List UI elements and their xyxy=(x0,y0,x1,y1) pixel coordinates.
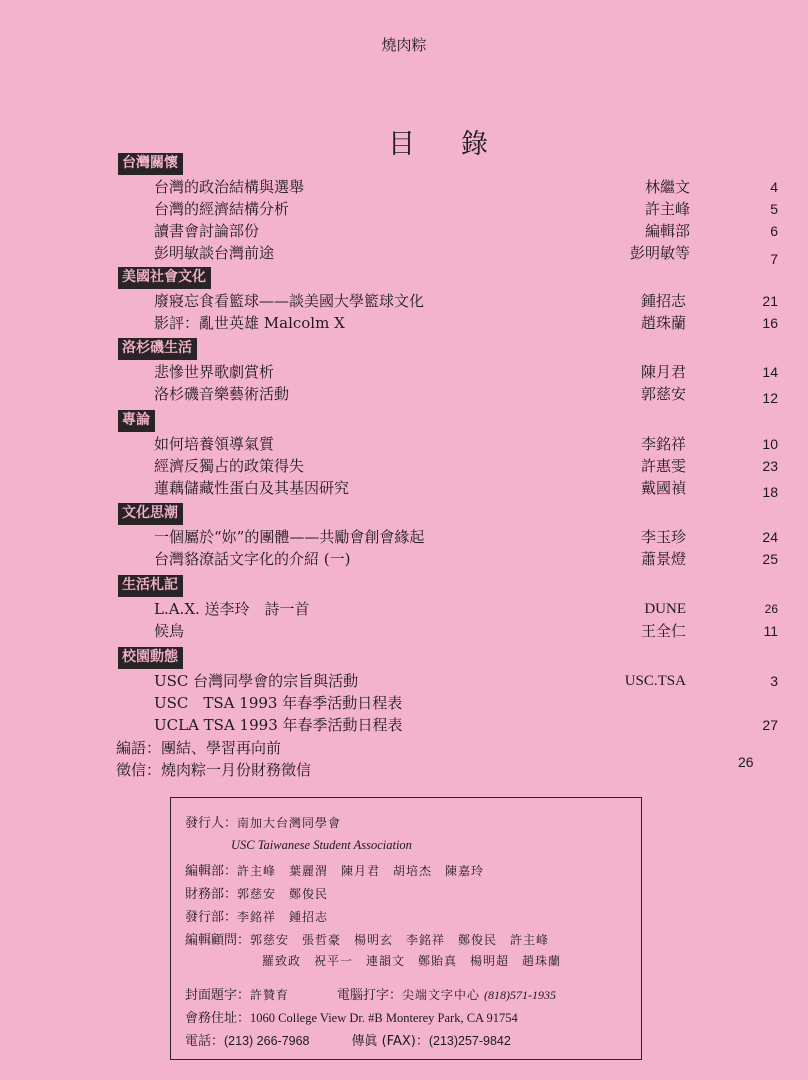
colophon-box xyxy=(170,797,642,1060)
section-heading: 洛杉磯生活 xyxy=(118,338,197,360)
entry-page: 21 xyxy=(762,293,778,309)
publisher-en-row xyxy=(231,837,412,853)
finance-line: 徵信：燒肉粽一月份財務徵信 xyxy=(116,761,312,779)
entry-author: 彭明敏等 xyxy=(629,244,690,262)
fax-value: (213)257-9842 xyxy=(428,1034,511,1048)
entry-author: USC.TSA xyxy=(624,673,686,689)
toc-section xyxy=(118,502,778,570)
address-row xyxy=(185,1007,518,1026)
entry-author: 許惠雯 xyxy=(640,457,686,475)
entry-page: 26 xyxy=(764,602,778,616)
toc-entry xyxy=(118,598,778,620)
section-heading: 校園動態 xyxy=(118,647,183,669)
toc-entry xyxy=(118,176,778,198)
entry-author: 李銘祥 xyxy=(640,435,686,453)
entry-author: 李玉珍 xyxy=(640,528,686,546)
toc-entry xyxy=(118,548,778,570)
entry-author: 蕭景燈 xyxy=(640,550,686,568)
entry-page: 3 xyxy=(770,673,778,689)
toc-entry xyxy=(118,290,778,312)
entry-title: USC 台灣同學會的宗旨與活動 xyxy=(154,672,359,690)
toc-section xyxy=(118,152,778,267)
entry-page: 5 xyxy=(770,201,778,217)
entry-author: 趙珠蘭 xyxy=(640,314,686,332)
distribution-value: 李銘祥 鍾招志 xyxy=(237,910,329,924)
entry-author: 編輯部 xyxy=(644,222,690,240)
entry-title: 台灣的政治結構與選舉 xyxy=(154,178,305,196)
entry-page: 11 xyxy=(763,623,778,639)
entry-page: 27 xyxy=(762,717,778,733)
address-value: 1060 College View Dr. #B Monterey Park, CA 91754 xyxy=(250,1011,518,1025)
running-head: 燒肉粽 xyxy=(381,36,427,54)
misc-page-number: 26 xyxy=(738,754,754,770)
entry-title: 台灣貉潦話文字化的介紹 (一) xyxy=(154,550,351,568)
toc-entry xyxy=(118,670,778,692)
editors-value: 許主峰 葉麗渭 陳月君 胡培杰 陳嘉玲 xyxy=(237,864,485,878)
toc-entry xyxy=(118,198,778,220)
section-heading: 台灣關懷 xyxy=(118,153,183,175)
publisher-value: 南加大台灣同學會 xyxy=(237,816,342,830)
entry-page: 7 xyxy=(770,251,778,267)
entry-author: 郭慈安 xyxy=(640,385,686,403)
entry-title: 洛杉磯音樂藝術活動 xyxy=(154,385,290,403)
entry-author: 許主峰 xyxy=(644,200,690,218)
distribution-row xyxy=(185,906,328,925)
publisher-row xyxy=(185,812,341,831)
entry-title: USC TSA 1993 年春季活動日程表 xyxy=(154,694,403,712)
entry-title: 悲慘世界歌劇賞析 xyxy=(154,363,275,381)
typing-value: 尖端文字中心 xyxy=(402,988,481,1002)
entry-title: 蓮藕儲藏性蛋白及其基因研究 xyxy=(154,479,350,497)
toc-entry xyxy=(118,620,778,642)
finance-label: 財務部： xyxy=(185,887,238,902)
cover-typing-row xyxy=(185,984,556,1003)
editorial-line: 編語：團結、學習再向前 xyxy=(116,739,282,757)
entry-title: 候鳥 xyxy=(154,622,185,640)
entry-author: 王全仁 xyxy=(640,622,686,640)
finance-row xyxy=(185,883,328,902)
advisors-line-2: 羅致政 祝平一 連韻文 鄭貽真 楊明超 趙珠蘭 xyxy=(262,954,562,968)
section-heading: 美國社會文化 xyxy=(118,267,211,289)
address-label: 會務住址： xyxy=(185,1011,251,1026)
toc-entry xyxy=(118,526,778,548)
entry-author: 陳月君 xyxy=(640,363,686,381)
entry-author: 鍾招志 xyxy=(640,292,686,310)
entry-title: 經濟反獨占的政策得失 xyxy=(154,457,305,475)
toc-section xyxy=(118,409,778,499)
section-heading: 文化思潮 xyxy=(118,503,183,525)
phone-label: 電話： xyxy=(185,1034,225,1049)
toc-entry xyxy=(118,312,778,334)
entry-title: 讀書會討論部份 xyxy=(154,222,260,240)
typing-phone: (818)571-1935 xyxy=(484,988,557,1002)
entry-title: L.A.X. 送李玲 詩一首 xyxy=(154,600,310,618)
editors-row xyxy=(185,860,484,879)
entry-title: 廢寢忘食看籃球——談美國大學籃球文化 xyxy=(154,292,425,310)
cover-value: 許贊育 xyxy=(250,988,290,1002)
toc-section xyxy=(118,266,778,334)
entry-page: 10 xyxy=(762,436,778,452)
toc-section xyxy=(118,646,778,736)
advisors-row-2 xyxy=(262,952,561,969)
entry-author: DUNE xyxy=(644,601,686,617)
entry-page: 16 xyxy=(762,315,778,331)
phone-value: (213) 266-7968 xyxy=(224,1034,310,1048)
entry-title: 如何培養領導氣質 xyxy=(154,435,275,453)
finance-value: 郭慈安 鄭俊民 xyxy=(237,887,329,901)
entry-page: 23 xyxy=(762,458,778,474)
entry-title: 台灣的經濟結構分析 xyxy=(154,200,290,218)
advisors-line-1: 郭慈安 張哲豪 楊明玄 李銘祥 鄭俊民 許主峰 xyxy=(250,933,550,947)
toc-entry xyxy=(118,242,778,267)
entry-author: 林繼文 xyxy=(644,178,690,196)
publisher-english: USC Taiwanese Student Association xyxy=(231,838,412,852)
advisors-label: 編輯顧問： xyxy=(185,933,251,948)
toc-entry xyxy=(118,477,778,499)
phone-row xyxy=(185,1030,511,1049)
cover-label: 封面題字： xyxy=(185,988,251,1003)
editors-label: 編輯部： xyxy=(185,864,238,879)
entry-page: 25 xyxy=(762,551,778,567)
publisher-label: 發行人： xyxy=(185,816,238,831)
toc-section xyxy=(118,337,778,405)
toc-entry xyxy=(118,220,778,242)
entry-page: 4 xyxy=(770,179,778,195)
entry-title: 一個屬於“妳”的團體——共勵會創會緣起 xyxy=(154,528,425,546)
typing-label: 電腦打字： xyxy=(337,988,403,1003)
advisors-row xyxy=(185,929,549,948)
section-heading: 生活札記 xyxy=(118,575,183,597)
toc-entry xyxy=(118,383,778,405)
misc-lines xyxy=(116,737,311,781)
entry-page: 12 xyxy=(762,390,778,406)
entry-page: 18 xyxy=(762,484,778,500)
fax-label: 傳眞 (FAX)： xyxy=(351,1034,429,1049)
entry-page: 24 xyxy=(762,529,778,545)
toc-title: 目錄 xyxy=(388,129,534,160)
toc-entry xyxy=(118,714,778,736)
entry-title: UCLA TSA 1993 年春季活動日程表 xyxy=(154,716,403,734)
entry-author: 戴國禎 xyxy=(640,479,686,497)
toc-entry xyxy=(118,361,778,383)
entry-title: 影評：亂世英雄 Malcolm X xyxy=(154,314,345,332)
entry-title: 彭明敏談台灣前途 xyxy=(154,244,275,262)
entry-page: 6 xyxy=(770,223,778,239)
toc-entry xyxy=(118,455,778,477)
toc-entry xyxy=(118,692,778,714)
toc-section xyxy=(118,574,778,642)
section-heading: 專論 xyxy=(118,410,155,432)
entry-page: 14 xyxy=(762,364,778,380)
toc-entry xyxy=(118,433,778,455)
distribution-label: 發行部： xyxy=(185,910,238,925)
